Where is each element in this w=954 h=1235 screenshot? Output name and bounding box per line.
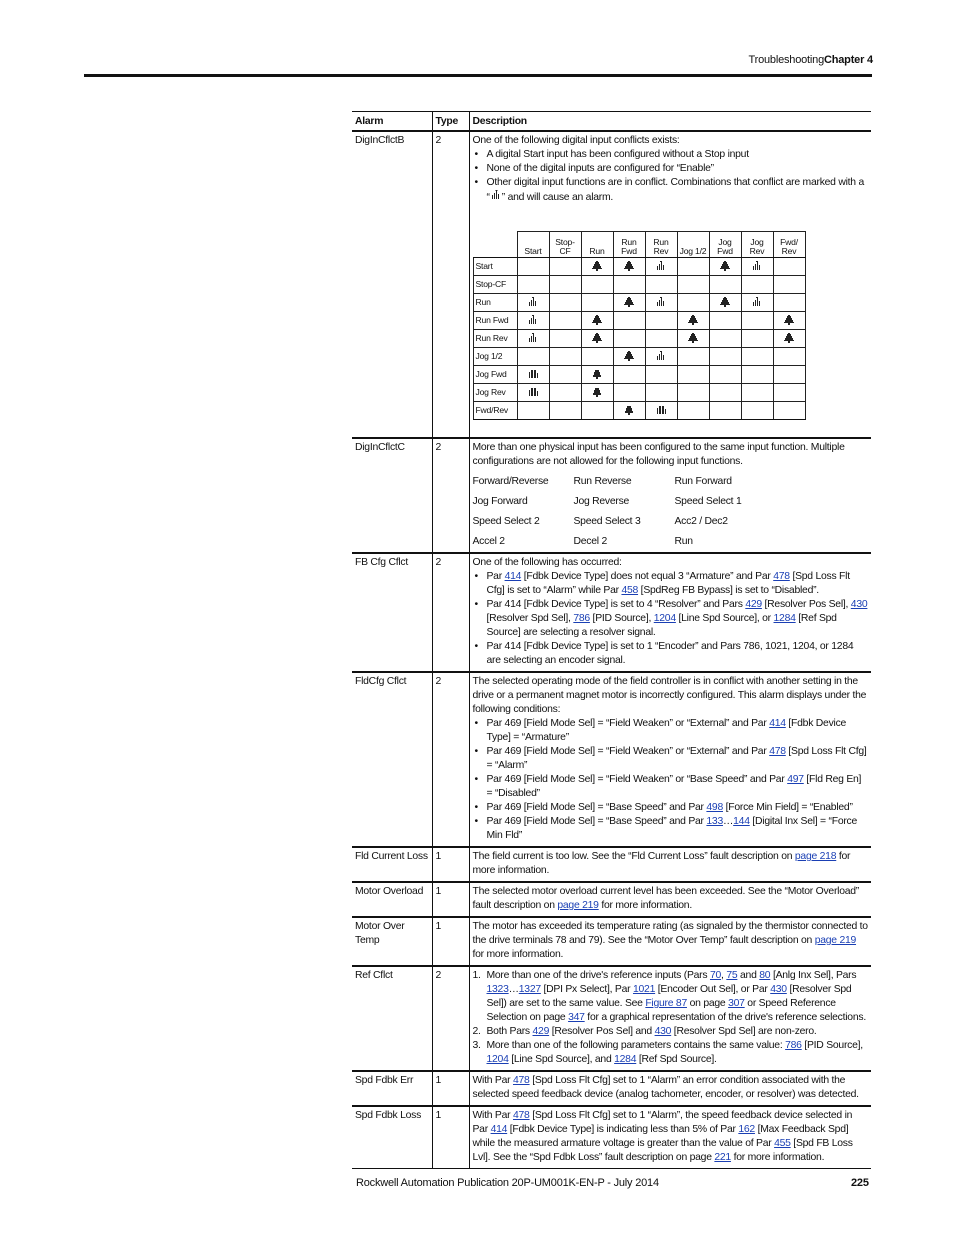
conflict-symbol-icon [783, 315, 795, 325]
grid-corner [473, 232, 517, 258]
bullet-list [473, 717, 869, 843]
grid-row-header: Start [473, 258, 517, 276]
table-row [352, 847, 871, 882]
grid-cell [741, 348, 773, 366]
description-intro: One of the following has occurred: [472, 557, 622, 568]
conflict-symbol-icon [751, 297, 763, 307]
table-row [352, 1106, 871, 1169]
grid-cell [581, 312, 613, 330]
running-header-chapter: Chapter 4 [824, 54, 873, 66]
grid-cell [645, 348, 677, 366]
table-row [352, 917, 871, 966]
conflict-symbol-icon [527, 369, 539, 379]
bullet-list [473, 570, 869, 668]
grid-cell [645, 366, 677, 384]
conflict-grid [473, 231, 806, 420]
page-link[interactable]: page 219 [814, 935, 857, 946]
alarm-type: 2 [432, 553, 469, 672]
alarm-description: The field current is too low. See the “Fld Current Loss” fault description on page 218 for more information. [469, 847, 871, 882]
alarm-name: FldCfg Cflct [352, 672, 432, 847]
list-item: Accel 2 [472, 536, 505, 547]
grid-cell [677, 330, 709, 348]
grid-cell [773, 312, 805, 330]
conflict-symbol-icon [490, 190, 502, 200]
grid-cell [677, 294, 709, 312]
list-item: Run Forward [674, 476, 732, 487]
grid-cell [517, 294, 549, 312]
list-item: 1. More than one of the drive's reference inputs (Pars 70, 75 and 80 [Anlg Inx Sel], Pars 1323…1327 [DPI Px Select], Par 1021 [Encoder Out Sel], or Par 430 [Resolver Spd Sel]) are set to the same value. See Figure 87 on page 307 or Speed Reference Selection on page 347 for a graphical representation of the drive's reference selections. [472, 970, 866, 1023]
grid-cell [773, 258, 805, 276]
grid-cell [549, 258, 581, 276]
grid-cell [581, 276, 613, 294]
grid-cell [549, 312, 581, 330]
list-item: Decel 2 [573, 536, 607, 547]
alarm-name: DigInCflctB [352, 131, 432, 438]
grid-cell [549, 402, 581, 420]
grid-row [473, 294, 805, 312]
parameter-link[interactable]: 144 [733, 816, 750, 827]
grid-col-header: Jog Rev [741, 232, 773, 258]
page-number: 225 [851, 1177, 869, 1189]
alarm-name: FB Cfg Cflct [352, 553, 432, 672]
parameter-link[interactable]: 1284 [614, 1054, 637, 1065]
list-item: • Par 469 [Field Mode Sel] = “Field Weaken” or “Base Speed” and Par 497 [Fld Reg En] = “Disabled” [487, 773, 869, 801]
list-item: • A digital Start input has been configured without a Stop input [487, 148, 869, 162]
page-link[interactable]: 221 [714, 1152, 731, 1163]
alarm-description [469, 672, 871, 847]
grid-row-header: Run Rev [473, 330, 517, 348]
alarm-type: 1 [432, 1071, 469, 1106]
grid-row-header: Run Fwd [473, 312, 517, 330]
conflict-symbol-icon [527, 297, 539, 307]
grid-cell [581, 348, 613, 366]
page-link[interactable]: page 218 [794, 851, 837, 862]
grid-cell [645, 258, 677, 276]
text-fragment: Other digital input functions are in conflict. Combinations that conflict are marked with a “ [486, 177, 864, 203]
conflict-symbol-icon [719, 297, 731, 307]
list-item: • Par 469 [Field Mode Sel] = “Field Weaken” or “External” and Par 414 [Fdbk Device Type] = “Armature” [487, 717, 869, 745]
grid-cell [709, 312, 741, 330]
grid-cell [549, 276, 581, 294]
table-header-row [352, 112, 871, 132]
grid-col-header: Fwd/ Rev [773, 232, 805, 258]
list-item: • Par 469 [Field Mode Sel] = “Base Speed” and Par 133…144 [Digital Inx Sel] = “Force Min Fld” [487, 815, 869, 843]
parameter-link[interactable]: 414 [769, 718, 786, 729]
parameter-link[interactable]: 162 [738, 1124, 755, 1135]
grid-cell [581, 258, 613, 276]
parameter-link[interactable]: 414 [504, 571, 522, 582]
alarm-type: 1 [432, 917, 469, 966]
grid-cell [645, 330, 677, 348]
grid-col-header: Jog Fwd [709, 232, 741, 258]
parameter-link[interactable]: 430 [654, 1026, 672, 1037]
table-row [352, 438, 871, 553]
parameter-link[interactable]: 1021 [632, 984, 656, 995]
grid-cell [517, 258, 549, 276]
conflict-symbol-icon [623, 405, 635, 415]
grid-cell [677, 348, 709, 366]
grid-cell [677, 384, 709, 402]
grid-row-header: Jog Rev [473, 384, 517, 402]
grid-cell [677, 366, 709, 384]
list-item: Forward/Reverse [472, 476, 549, 487]
list-item: Acc2 / Dec2 [674, 516, 728, 527]
grid-cell [709, 294, 741, 312]
parameter-link[interactable]: 429 [532, 1026, 550, 1037]
grid-cell [677, 312, 709, 330]
alarm-type: 2 [432, 438, 469, 553]
description-intro: One of the following digital input conflicts exists: [472, 135, 680, 146]
grid-row [473, 402, 805, 420]
grid-col-header: Run [581, 232, 613, 258]
grid-cell [549, 294, 581, 312]
grid-cell [581, 402, 613, 420]
grid-cell [517, 402, 549, 420]
conflict-symbol-icon [527, 333, 539, 343]
alarm-description [469, 553, 871, 672]
grid-cell [613, 402, 645, 420]
grid-row-header: Jog Fwd [473, 366, 517, 384]
alarm-type: 2 [432, 966, 469, 1071]
list-item: • Par 414 [Fdbk Device Type] is set to 4 “Resolver” and Pars 429 [Resolver Pos Sel], 430 [Resolver Spd Sel], 786 [PID Source], 1204 [Line Spd Source], or 1284 [Ref Spd Source] are selecting a resolver signal. [487, 598, 869, 640]
grid-col-header: Jog 1/2 [677, 232, 709, 258]
grid-cell [645, 402, 677, 420]
parameter-link[interactable]: 478 [769, 746, 786, 757]
list-item: • None of the digital inputs are configured for “Enable” [487, 162, 869, 176]
parameter-link[interactable]: 429 [745, 599, 762, 610]
parameter-link[interactable]: 786 [573, 613, 590, 624]
grid-cell [773, 348, 805, 366]
alarm-description: The selected motor overload current level has been exceeded. See the “Motor Overload” fault description on page 219 for more information. [469, 882, 871, 917]
conflict-symbol-icon [591, 333, 603, 343]
grid-cell [773, 366, 805, 384]
list-item [487, 176, 869, 205]
parameter-link[interactable]: 1204 [486, 1054, 509, 1065]
grid-cell [613, 330, 645, 348]
bullet-list [473, 148, 869, 205]
conflict-symbol-icon [687, 333, 699, 343]
grid-cell [773, 330, 805, 348]
conflict-symbol-icon [655, 297, 667, 307]
grid-cell [741, 366, 773, 384]
alarm-name: DigInCflctC [352, 438, 432, 553]
grid-cell [741, 312, 773, 330]
alarm-name: Ref Cflct [352, 966, 432, 1071]
parameter-link[interactable]: 133 [706, 816, 723, 827]
conflict-symbol-icon [751, 261, 763, 271]
table-row [352, 672, 871, 847]
grid-row-header: Stop-CF [473, 276, 517, 294]
alarm-name: Spd Fdbk Err [352, 1071, 432, 1106]
conflict-symbol-icon [591, 261, 603, 271]
grid-cell [709, 258, 741, 276]
conflict-symbol-icon [527, 315, 539, 325]
conflict-symbol-icon [623, 261, 635, 271]
page-link[interactable]: 307 [728, 998, 745, 1009]
parameter-link[interactable]: 80 [759, 970, 771, 981]
table-row [352, 131, 871, 438]
alarm-name: Fld Current Loss [352, 847, 432, 882]
list-item: • Par 469 [Field Mode Sel] = “Base Speed” and Par 498 [Force Min Field] = “Enabled” [487, 801, 869, 815]
alarm-description: With Par 478 [Spd Loss Flt Cfg] set to 1 “Alarm” an error condition associated with the selected speed feedback device (analog tachometer, encoder, or resolver) was detected. [469, 1071, 871, 1106]
grid-cell [517, 348, 549, 366]
list-item: • Par 469 [Field Mode Sel] = “Field Weaken” or “External” and Par 478 [Spd Loss Flt Cfg] = “Alarm” [487, 745, 869, 773]
grid-cell [741, 258, 773, 276]
grid-cell [645, 276, 677, 294]
list-item: Jog Forward [472, 496, 528, 507]
grid-col-header: Stop-CF [549, 232, 581, 258]
grid-cell [709, 402, 741, 420]
grid-cell [773, 276, 805, 294]
grid-cell [741, 330, 773, 348]
parameter-link[interactable]: 478 [512, 1110, 530, 1121]
parameter-link[interactable]: 1284 [773, 613, 796, 624]
alarm-name: Spd Fdbk Loss [352, 1106, 432, 1169]
grid-col-header: Run Rev [645, 232, 677, 258]
header-alarm: Alarm [352, 112, 432, 132]
description-intro: The selected operating mode of the field controller is in conflict with another setting in the drive or a permanent magnet motor is incorrectly configured. This alarm displays under the following conditions: [472, 676, 867, 715]
list-item: Jog Reverse [573, 496, 630, 507]
text-fragment: ” and will cause an alarm. [501, 192, 614, 203]
parameter-link[interactable]: 497 [787, 774, 804, 785]
page-link[interactable]: page 219 [557, 900, 599, 911]
conflict-symbol-icon [591, 369, 603, 379]
list-item: 3. More than one of the following parameters contains the same value: 786 [PID Source], 1204 [Line Spd Source], and 1284 [Ref Spd Source]. [472, 1040, 863, 1065]
grid-col-header: Run Fwd [613, 232, 645, 258]
alarm-type: 1 [432, 882, 469, 917]
grid-cell [549, 384, 581, 402]
grid-row-header: Run [473, 294, 517, 312]
grid-cell [709, 330, 741, 348]
grid-cell [613, 258, 645, 276]
grid-cell [741, 402, 773, 420]
list-item: Speed Select 1 [674, 496, 742, 507]
grid-cell [613, 276, 645, 294]
grid-cell [773, 294, 805, 312]
grid-cell [645, 294, 677, 312]
alarm-description [469, 438, 871, 553]
grid-cell [709, 348, 741, 366]
alarm-type: 2 [432, 131, 469, 438]
page-link[interactable]: 347 [568, 1012, 585, 1023]
grid-row-header: Fwd/Rev [473, 402, 517, 420]
grid-cell [741, 384, 773, 402]
grid-cell [645, 312, 677, 330]
grid-cell [613, 312, 645, 330]
conflict-symbol-icon [591, 387, 603, 397]
grid-row-header: Jog 1/2 [473, 348, 517, 366]
grid-row [473, 276, 805, 294]
grid-cell [517, 330, 549, 348]
list-item: • Par 414 [Fdbk Device Type] does not equal 3 “Armature” and Par 478 [Spd Loss Flt Cfg] is set to “Alarm” while Par 458 [SpdReg FB Bypass] is set to “Disabled”. [487, 570, 869, 598]
alarm-description [469, 131, 871, 438]
grid-row [473, 384, 805, 402]
grid-cell [613, 294, 645, 312]
list-item: • Par 414 [Fdbk Device Type] is set to 1 “Encoder” and Pars 786, 1021, 1204, or 1284 are selecting an encoder signal. [487, 640, 869, 668]
grid-cell [709, 384, 741, 402]
alarm-description: With Par 478 [Spd Loss Flt Cfg] set to 1 “Alarm”, the speed feedback device selected in Par 414 [Fdbk Device Type] is indicating less than 5% of Par 162 [Max Feedback Spd] while the measured armature voltage is greater than the value of Par 455 [Spd FB Loss Lvl]. See the “Spd Fdbk Loss” fault description on page 221 for more information. [469, 1106, 871, 1169]
parameter-link[interactable]: 414 [490, 1124, 508, 1135]
grid-cell [517, 312, 549, 330]
alarm-description: The motor has exceeded its temperature rating (as signaled by the thermistor connected to the drive terminals 78 and 79). See the “Motor Over Temp” fault description on page 219 for more information. [469, 917, 871, 966]
grid-cell [517, 384, 549, 402]
grid-row [473, 348, 805, 366]
conflict-symbol-icon [719, 261, 731, 271]
parameter-link[interactable]: 455 [774, 1138, 791, 1149]
conflict-symbol-icon [527, 387, 539, 397]
conflict-symbol-icon [655, 351, 667, 361]
description-intro: More than one physical input has been configured to the same input function. Multiple configurations are not allowed for the following input functions. [472, 442, 845, 467]
conflict-symbol-icon [655, 261, 667, 271]
grid-cell [549, 366, 581, 384]
table-row [352, 1071, 871, 1106]
conflict-symbol-icon [623, 297, 635, 307]
grid-cell [517, 366, 549, 384]
alarm-description [469, 966, 871, 1071]
parameter-link[interactable]: 430 [770, 984, 787, 995]
grid-cell [581, 330, 613, 348]
header-type: Type [432, 112, 469, 132]
grid-cell [709, 276, 741, 294]
conflict-symbol-icon [783, 333, 795, 343]
parameter-link[interactable]: 75 [726, 970, 738, 981]
grid-row [473, 366, 805, 384]
grid-row [473, 330, 805, 348]
grid-cell [677, 276, 709, 294]
grid-cell [581, 294, 613, 312]
conflict-symbol-icon [623, 351, 635, 361]
table-row [352, 553, 871, 672]
parameter-link[interactable]: 430 [850, 599, 868, 610]
numbered-list [473, 969, 869, 1067]
list-item: Run Reverse [573, 476, 632, 487]
running-header-section: Troubleshooting [748, 54, 824, 66]
grid-cell [773, 402, 805, 420]
grid-cell [741, 294, 773, 312]
grid-cell [549, 330, 581, 348]
list-item: 2. Both Pars 429 [Resolver Pos Sel] and 430 [Resolver Spd Sel] are non-zero. [472, 1026, 817, 1037]
conflict-symbol-icon [591, 315, 603, 325]
parameter-link[interactable]: 1327 [518, 984, 541, 995]
grid-cell [613, 348, 645, 366]
grid-cell [645, 384, 677, 402]
parameter-link[interactable]: 478 [773, 571, 790, 582]
grid-row [473, 312, 805, 330]
header-rule [84, 74, 872, 77]
table-row [352, 882, 871, 917]
grid-cell [549, 348, 581, 366]
conflict-symbol-icon [687, 315, 699, 325]
figure-link[interactable]: Figure 87 [645, 998, 687, 1009]
grid-cell [581, 384, 613, 402]
list-item: Speed Select 3 [573, 516, 641, 527]
footer-publication: Rockwell Automation Publication 20P-UM001K-EN-P - July 2014 [356, 1177, 659, 1189]
grid-row [473, 258, 805, 276]
parameter-link[interactable]: 478 [512, 1075, 530, 1086]
parameter-link[interactable]: 1323 [486, 984, 509, 995]
parameter-link[interactable]: 458 [621, 585, 639, 596]
grid-cell [581, 366, 613, 384]
table-row [352, 966, 871, 1071]
alarm-table [352, 111, 871, 1169]
grid-cell [709, 366, 741, 384]
input-function-list [473, 475, 869, 549]
conflict-symbol-icon [655, 405, 667, 415]
list-item: Speed Select 2 [472, 516, 540, 527]
header-description: Description [469, 112, 871, 132]
grid-cell [613, 384, 645, 402]
list-item: Run [674, 536, 693, 547]
grid-cell [741, 276, 773, 294]
alarm-name: Motor Over Temp [352, 917, 432, 966]
alarm-type: 2 [432, 672, 469, 847]
grid-cell [517, 276, 549, 294]
parameter-link[interactable]: 70 [709, 970, 722, 981]
alarm-name: Motor Overload [352, 882, 432, 917]
grid-cell [613, 366, 645, 384]
grid-cell [677, 402, 709, 420]
grid-col-header: Start [517, 232, 549, 258]
parameter-link[interactable]: 786 [785, 1040, 802, 1051]
grid-cell [677, 258, 709, 276]
alarm-type: 1 [432, 847, 469, 882]
alarm-type: 1 [432, 1106, 469, 1169]
parameter-link[interactable]: 498 [706, 802, 723, 813]
parameter-link[interactable]: 1204 [653, 613, 676, 624]
grid-header-row [473, 232, 805, 258]
grid-cell [773, 384, 805, 402]
